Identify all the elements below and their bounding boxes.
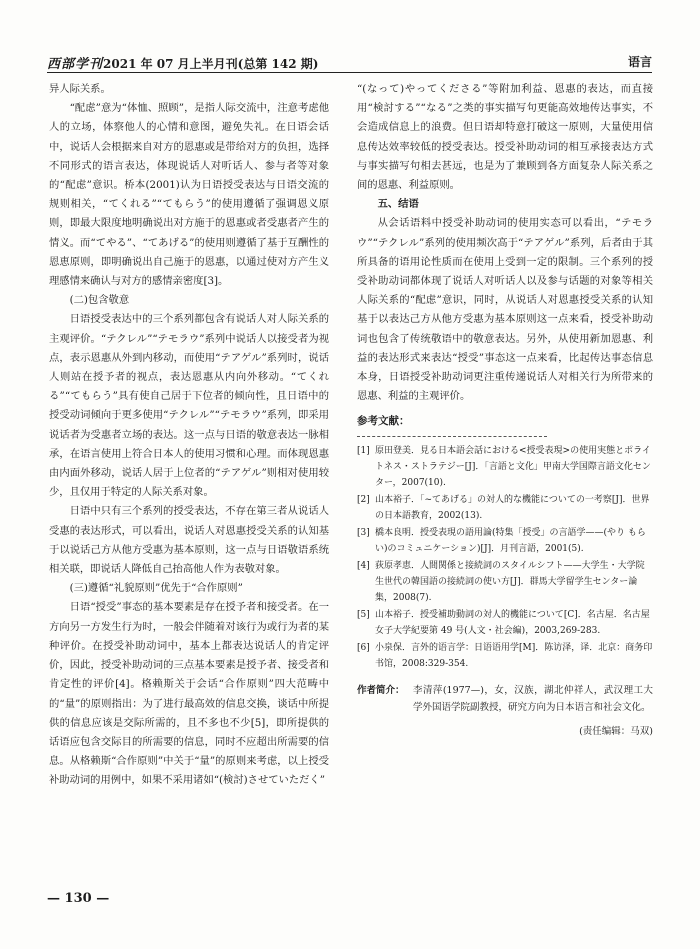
author-bio	[357, 682, 653, 716]
right-column	[357, 80, 653, 742]
section-heading: 五、结语	[377, 198, 419, 211]
paragraph: 异人际关系。	[49, 83, 111, 95]
reference-item	[357, 525, 653, 558]
section-name: 语言	[627, 55, 652, 69]
subheading: (三)遵循“礼貌原则”优先于“合作原则”	[69, 582, 243, 595]
reference-item	[357, 492, 653, 525]
reference-text: 小泉保．言外的语言学：日语语用学[M]．陈访泽，译．北京：商务印书馆，2008:329-354.	[375, 642, 653, 669]
references-title: 参考文献：	[357, 415, 410, 428]
paragraph: 日语授受表达中的三个系列都包含有说话人对人际关系的主观评价。“テクレル”“テモラウ”系列中说话人以接受者为视点，表示恩惠从外到内移动，而使用“テアゲル”系列时，说话人则站在授予者的视点，表达恩惠从内向外移动。“てくれる”“てもらう”具有使自己居于下位者的倾向性，且日语中的授受动词倾向于更多使用“テクレル”“テモラウ”系列，即采用说话者为受惠者立场的表达。这一点与日语的敬意表达一脉相承，在语言使用上符合日本人的使用习惯和心理。而体现恩惠由内面外移动，说话人居于上位者的“テアゲル”则相对使用较少，且仅用于特定的人际关系对象。	[49, 313, 329, 499]
reference-text: 山本裕子．授受補助動詞の対人的機能について[C]．名古屋．名古屋女子大学紀要第 49 号(人文・社会編)，2003,269-283.	[375, 609, 650, 637]
reference-number: [1]	[357, 445, 370, 456]
reference-item	[357, 558, 653, 607]
reference-number: [6]	[357, 642, 370, 653]
paragraph: “(なって)やってくださる”等附加利益、恩惠的表达，而直接用“検討する”“なる”之类的事实描写句更能高效地传达事实，不会造成信息上的浪费。但日语却特意打破这一原则，大量使用信息传达效率较低的授受表达。授受补助动词的相互承接表达方式与事实描写句相去甚远，也是为了兼顾到各方面复杂人际关系之间的恩惠、利益原则。	[357, 83, 653, 192]
reference-number: [5]	[357, 609, 370, 620]
paragraph: 日语“授受”事态的基本要素是存在授予者和接受者。在一方向另一方发生行为时，一般会伴随着对该行为或行为者的某种评价。在授受补助动词中，基本上都表达说话人的肯定评价，因此，授受补助动词的三点基本要素是授予者、接受者和肯定性的评价[4]。格赖斯关于会话“合作原则”四大范畴中的“量”的原则指出：为了进行最高效的信息交换，谈话中所提供的信息应该是交际所需的，且不多也不少[5]，即所提供的话语应包含交际目的所需要的信息，同时不应超出所需要的信息。从格赖斯“合作原则”中关于“量”的原则来考虑，以上授受补助动词的用例中，如果不采用诸如“(検討)させていただく”	[49, 601, 329, 787]
reference-number: [3]	[357, 527, 370, 538]
issue-text: 2021 年 07 月上半月刊(总第 142 期)	[103, 57, 319, 71]
paragraph: 日语中只有三个系列的授受表达，不存在第三者从说话人受惠的表达形式，可以看出，说话人对恩惠授受关系的认知基于以说话己方从他方受惠为基本原则，这一点与日语敬语系统相关联，即说话人降低自己抬高他人作为表敬对象。	[49, 505, 329, 576]
responsible-editor: (责任编辑：马双)	[579, 726, 653, 738]
reference-text: 荻原孝恵．人間関係と接続詞のスタイルシフト——大学生・大学院生世代の韓国語の接続詞の使い方[J]．群馬大学留学生センター論集，2008(7).	[375, 560, 645, 604]
references-divider	[357, 436, 547, 437]
left-column	[49, 80, 329, 791]
reference-text: 橋本良明．授受表現の語用論(特集「授受」の言語学——(やり もらい)のコミュニケーション)[J]．月刊言語，2001(5).	[375, 527, 646, 555]
right-paragraphs	[357, 80, 653, 406]
author-text: 李清萍(1977—)，女，汉族，湖北仲祥人，武汉理工大学外国语学院副教授，研究方向为日本语言和社会文化。	[413, 685, 653, 714]
references-list	[357, 443, 653, 673]
page-header	[47, 52, 652, 73]
journal-name: 西部学刊	[47, 57, 104, 72]
page-number: — 130 —	[47, 891, 110, 906]
paragraph: “配虑”意为“体恤、照顾”，是指人际交流中，注意考虑他人的立场，体察他人的心情和意图，避免失礼。在日语会话中，说话人会根据来自对方的恩惠或是带给对方的负担，选择不同形式的语言表达，体现说话人对听话人、参与者等对象的“配虑”意识。桥本(2001)认为日语授受表达与日语交流的规则相关，“てくれる”“てもらう”的使用遵循了强调恩义原则，即最大限度地明确说出对方施于的恩惠或者受惠者产生的情义。而“てやる”、“てあげる”的使用则遵循了基于互酬性的恩恵原则，即明确说出自己施于的恩惠，以通过使对方产生义理感情来确认与对方的感情亲密度[3]。	[49, 102, 329, 288]
reference-number: [4]	[357, 560, 370, 571]
reference-item	[357, 443, 653, 492]
reference-text: 山本裕子．「~てあげる」の対人的な機能についての一考察[J]．世界の日本語教育，2002(13).	[375, 494, 650, 522]
reference-number: [2]	[357, 494, 370, 505]
paragraph: 从会话语料中授受补助动词的使用实态可以看出，“テモラウ”“テクレル”系列的使用频次高于“テアゲル”系列，后者由于其所具备的语用论性质而在使用上受到一定的限制。三个系列的授受补助动词都体现了说话人对听话人以及参与话题的对象等相关人际关系的“配虑”意识，同时，从说话人对恩惠授受关系的认知基于以表达己方从他方受惠为基本原则这一点来看，授受补助动词也包含了传统敬语中的敬意表达。另外，从使用新加恩惠、利益的表达形式来表达“授受”事态这一点来看，比起传达事态信息本身，日语授受补助动词更注重传递说话人对相关行为所带来的恩惠、利益的主观评价。	[357, 217, 653, 403]
reference-text: 原田登美．見る日本語会話における<授受表現>の使用実態とポライトネス・ストラテジー[J]．「言語と文化」甲南大学国際言語文化センター，2007(10).	[375, 445, 651, 489]
reference-item	[357, 607, 653, 640]
author-label: 作者简介：	[357, 685, 405, 697]
reference-item	[357, 640, 653, 673]
subheading: (二)包含敬意	[69, 294, 130, 307]
header-journal-issue	[47, 53, 318, 72]
